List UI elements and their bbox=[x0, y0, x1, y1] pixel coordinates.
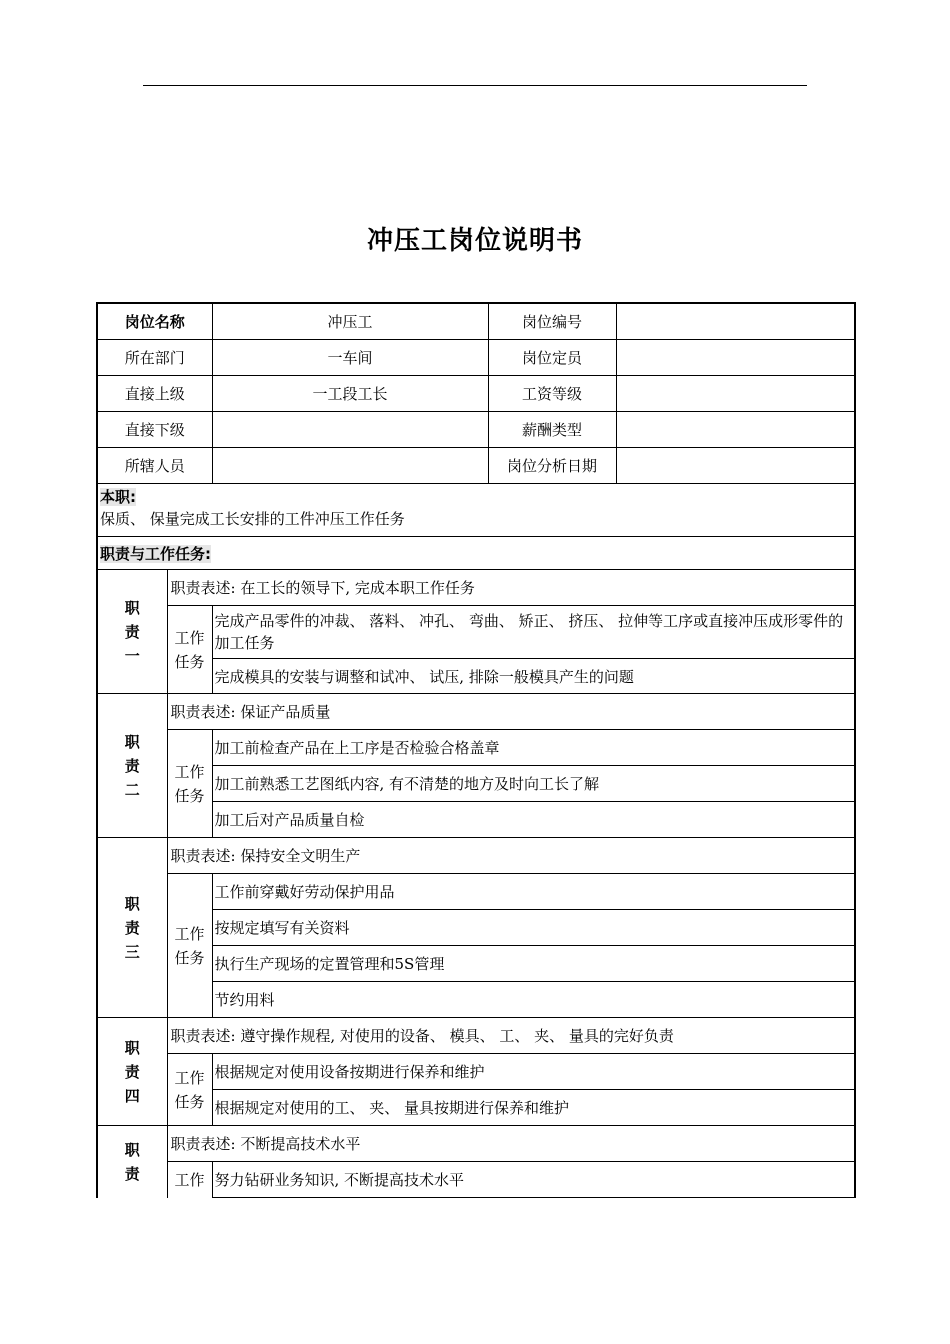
duty-statement-row bbox=[97, 1018, 855, 1054]
info-label: 岗位分析日期 bbox=[488, 448, 616, 484]
info-label: 岗位定员 bbox=[488, 340, 616, 376]
task-item: 加工前检查产品在上工序是否检验合格盖章 bbox=[212, 730, 855, 766]
info-value bbox=[616, 448, 855, 484]
duty-title: 职 责 三 bbox=[97, 838, 167, 1018]
duty-title: 职 责 二 bbox=[97, 694, 167, 838]
work-task-label: 工作 bbox=[167, 1162, 212, 1198]
document-title: 冲压工岗位说明书 bbox=[366, 226, 583, 256]
work-task-label: 工作 任务 bbox=[167, 874, 212, 1018]
info-label: 直接下级 bbox=[97, 412, 212, 448]
duties-header-row bbox=[97, 537, 855, 570]
task-row bbox=[97, 1162, 855, 1198]
info-label: 直接上级 bbox=[97, 376, 212, 412]
duty-title: 职 责 bbox=[97, 1126, 167, 1198]
duty-statement-row bbox=[97, 1126, 855, 1162]
duties-header: 职责与工作任务: bbox=[100, 544, 211, 563]
job-description-table bbox=[96, 302, 856, 1198]
task-row bbox=[97, 730, 855, 766]
duty-statement-row bbox=[97, 694, 855, 730]
task-row bbox=[97, 606, 855, 659]
task-item: 执行生产现场的定置管理和5S管理 bbox=[212, 946, 855, 982]
duty-statement: 职责表述: 在工长的领导下, 完成本职工作任务 bbox=[167, 570, 855, 606]
header-rule bbox=[143, 85, 807, 86]
task-item: 节约用料 bbox=[212, 982, 855, 1018]
task-item: 加工前熟悉工艺图纸内容, 有不清楚的地方及时向工长了解 bbox=[212, 766, 855, 802]
info-label: 岗位编号 bbox=[488, 303, 616, 340]
work-task-label: 工作 任务 bbox=[167, 1054, 212, 1126]
info-row bbox=[97, 340, 855, 376]
info-row bbox=[97, 412, 855, 448]
duty-statement-row bbox=[97, 570, 855, 606]
info-label: 所在部门 bbox=[97, 340, 212, 376]
duty-statement: 职责表述: 保持安全文明生产 bbox=[167, 838, 855, 874]
work-task-label: 工作 任务 bbox=[167, 606, 212, 694]
task-item: 努力钻研业务知识, 不断提高技术水平 bbox=[212, 1162, 855, 1198]
info-value bbox=[616, 303, 855, 340]
task-row bbox=[97, 1054, 855, 1090]
info-value bbox=[616, 376, 855, 412]
duty-statement: 职责表述: 保证产品质量 bbox=[167, 694, 855, 730]
info-value bbox=[212, 412, 488, 448]
duty-statement: 职责表述: 不断提高技术水平 bbox=[167, 1126, 855, 1162]
info-row bbox=[97, 376, 855, 412]
info-value: 冲压工 bbox=[212, 303, 488, 340]
duty-title: 职 责 四 bbox=[97, 1018, 167, 1126]
info-value bbox=[212, 448, 488, 484]
benzhi-section bbox=[97, 484, 855, 537]
task-item: 完成产品零件的冲裁、 落料、 冲孔、 弯曲、 矫正、 挤压、 拉伸等工序或直接冲压成形零件的加工任务 bbox=[212, 606, 855, 659]
info-value bbox=[616, 340, 855, 376]
info-label: 所辖人员 bbox=[97, 448, 212, 484]
task-item: 工作前穿戴好劳动保护用品 bbox=[212, 874, 855, 910]
task-item: 按规定填写有关资料 bbox=[212, 910, 855, 946]
info-value: 一车间 bbox=[212, 340, 488, 376]
work-task-label: 工作 任务 bbox=[167, 730, 212, 838]
info-label: 薪酬类型 bbox=[488, 412, 616, 448]
task-row bbox=[97, 874, 855, 910]
duty-statement: 职责表述: 遵守操作规程, 对使用的设备、 模具、 工、 夹、 量具的完好负责 bbox=[167, 1018, 855, 1054]
task-item: 根据规定对使用设备按期进行保养和维护 bbox=[212, 1054, 855, 1090]
task-item: 完成模具的安装与调整和试冲、 试压, 排除一般模具产生的问题 bbox=[212, 659, 855, 694]
task-item: 加工后对产品质量自检 bbox=[212, 802, 855, 838]
info-value bbox=[616, 412, 855, 448]
info-row bbox=[97, 448, 855, 484]
task-item: 根据规定对使用的工、 夹、 量具按期进行保养和维护 bbox=[212, 1090, 855, 1126]
info-label: 岗位名称 bbox=[97, 303, 212, 340]
info-row bbox=[97, 303, 855, 340]
benzhi-label: 本职: bbox=[100, 488, 136, 506]
info-label: 工资等级 bbox=[488, 376, 616, 412]
duty-statement-row bbox=[97, 838, 855, 874]
info-value: 一工段工长 bbox=[212, 376, 488, 412]
duty-title: 职 责 一 bbox=[97, 570, 167, 694]
benzhi-text: 保质、 保量完成工长安排的工件冲压工作任务 bbox=[100, 510, 405, 528]
